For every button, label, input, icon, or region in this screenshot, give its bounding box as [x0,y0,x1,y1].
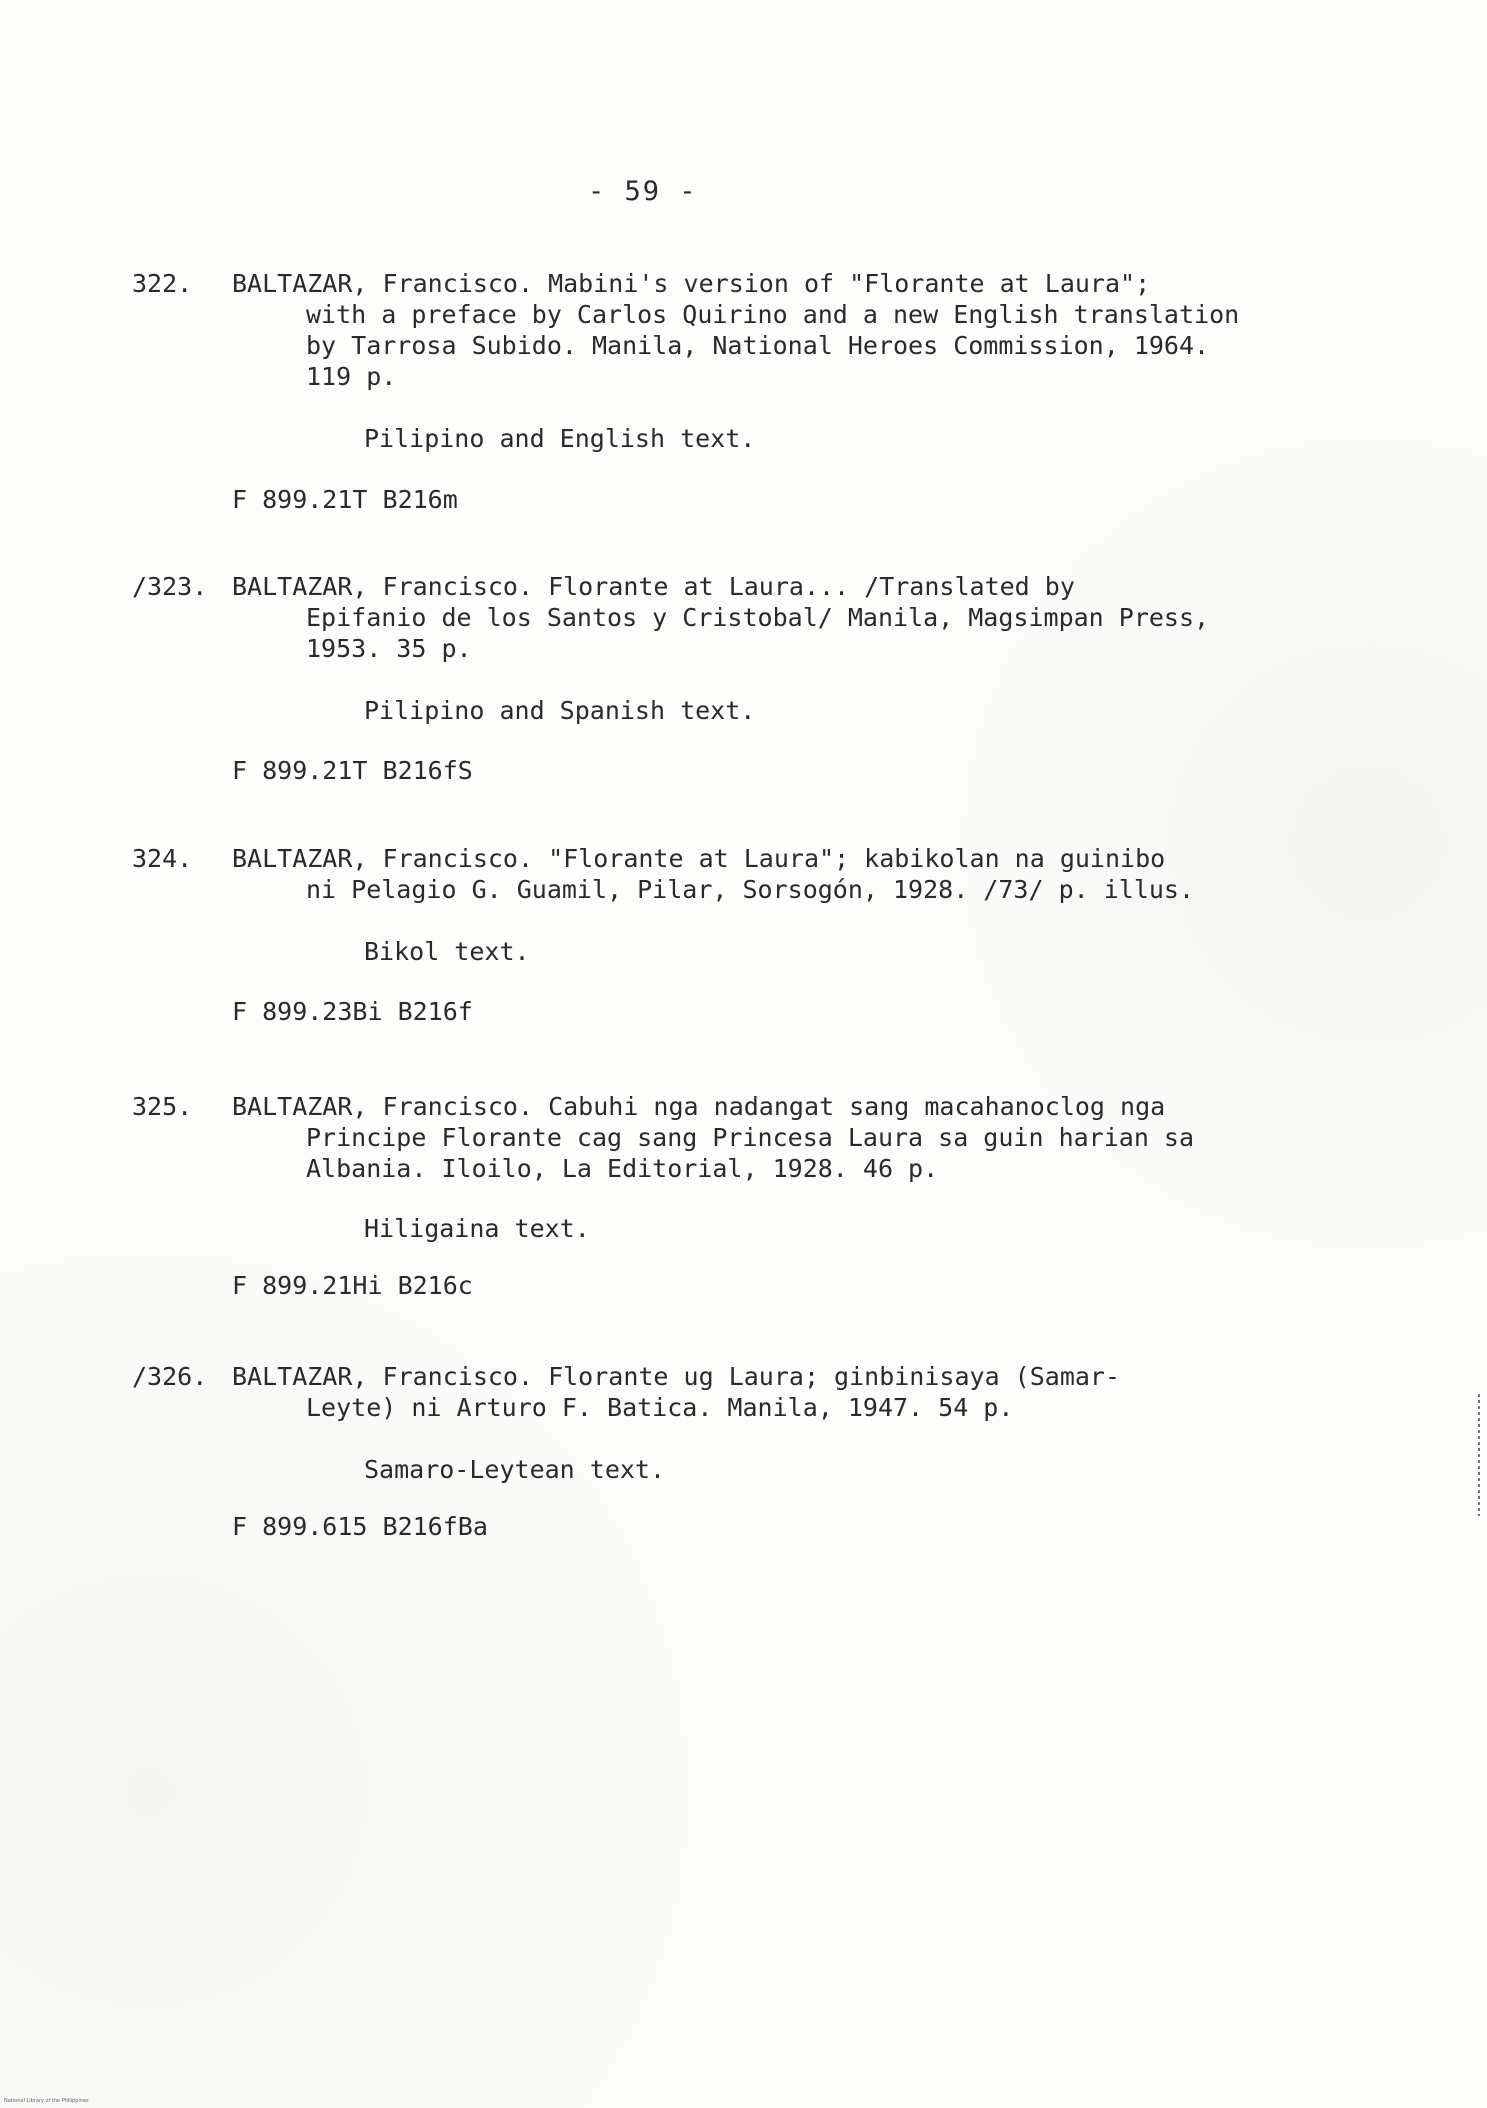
call-number: F 899.21Hi B216c [232,1271,473,1300]
entry-citation [232,1091,1212,1184]
citation-line: BALTAZAR, Francisco. Florante at Laura... /Translated by [232,572,1075,601]
language-note: Pilipino and English text. [364,424,756,453]
citation-line: Principe Florante cag sang Princesa Laura sa guin harian sa [306,1123,1195,1152]
citation-line: Epifanio de los Santos y Cristobal/ Manila, Magsimpan Press, [306,603,1210,632]
call-number: F 899.21T B216fS [232,756,473,785]
citation-line: Leyte) ni Arturo F. Batica. Manila, 1947. 54 p. [306,1393,1014,1422]
citation-line: Albania. Iloilo, La Editorial, 1928. 46 p. [306,1154,939,1183]
language-note: Samaro-Leytean text. [364,1455,666,1484]
citation-line: BALTAZAR, Francisco. Cabuhi nga nadangat sang macahanoclog nga [232,1092,1166,1121]
library-footer: National Library of the Philippines [4,2098,89,2104]
entry-number: /323. [132,572,208,601]
citation-line: ni Pelagio G. Guamil, Pilar, Sorsogón, 1928. /73/ p. illus. [306,875,1195,904]
entry-citation [232,268,1240,392]
entry-number: 322. [132,269,193,298]
entry-citation [232,571,1212,664]
entry-number: 325. [132,1092,193,1121]
language-note: Hiligaina text. [364,1214,590,1243]
citation-line: BALTAZAR, Francisco. Florante ug Laura; ginbinisaya (Samar- [232,1362,1121,1391]
citation-line: 1953. 35 p. [306,634,472,663]
citation-line: with a preface by Carlos Quirino and a new English translation [306,300,1240,329]
language-note: Pilipino and Spanish text. [364,696,756,725]
citation-line: by Tarrosa Subido. Manila, National Heroes Commission, 1964. [306,331,1210,360]
entry-number: 324. [132,844,193,873]
language-note: Bikol text. [364,937,530,966]
page-edge-mark [1478,1394,1480,1516]
call-number: F 899.21T B216m [232,485,458,514]
call-number: F 899.23Bi B216f [232,997,473,1026]
page-number: - 59 - [588,176,698,207]
entry-citation [232,1361,1212,1423]
citation-line: 119 p. [306,362,397,391]
entry-number: /326. [132,1362,208,1391]
citation-line: BALTAZAR, Francisco. "Florante at Laura"; kabikolan na guinibo [232,844,1166,873]
entry-citation [232,843,1212,905]
citation-line: BALTAZAR, Francisco. Mabini's version of "Florante at Laura"; [232,269,1151,298]
call-number: F 899.615 B216fBa [232,1512,488,1541]
